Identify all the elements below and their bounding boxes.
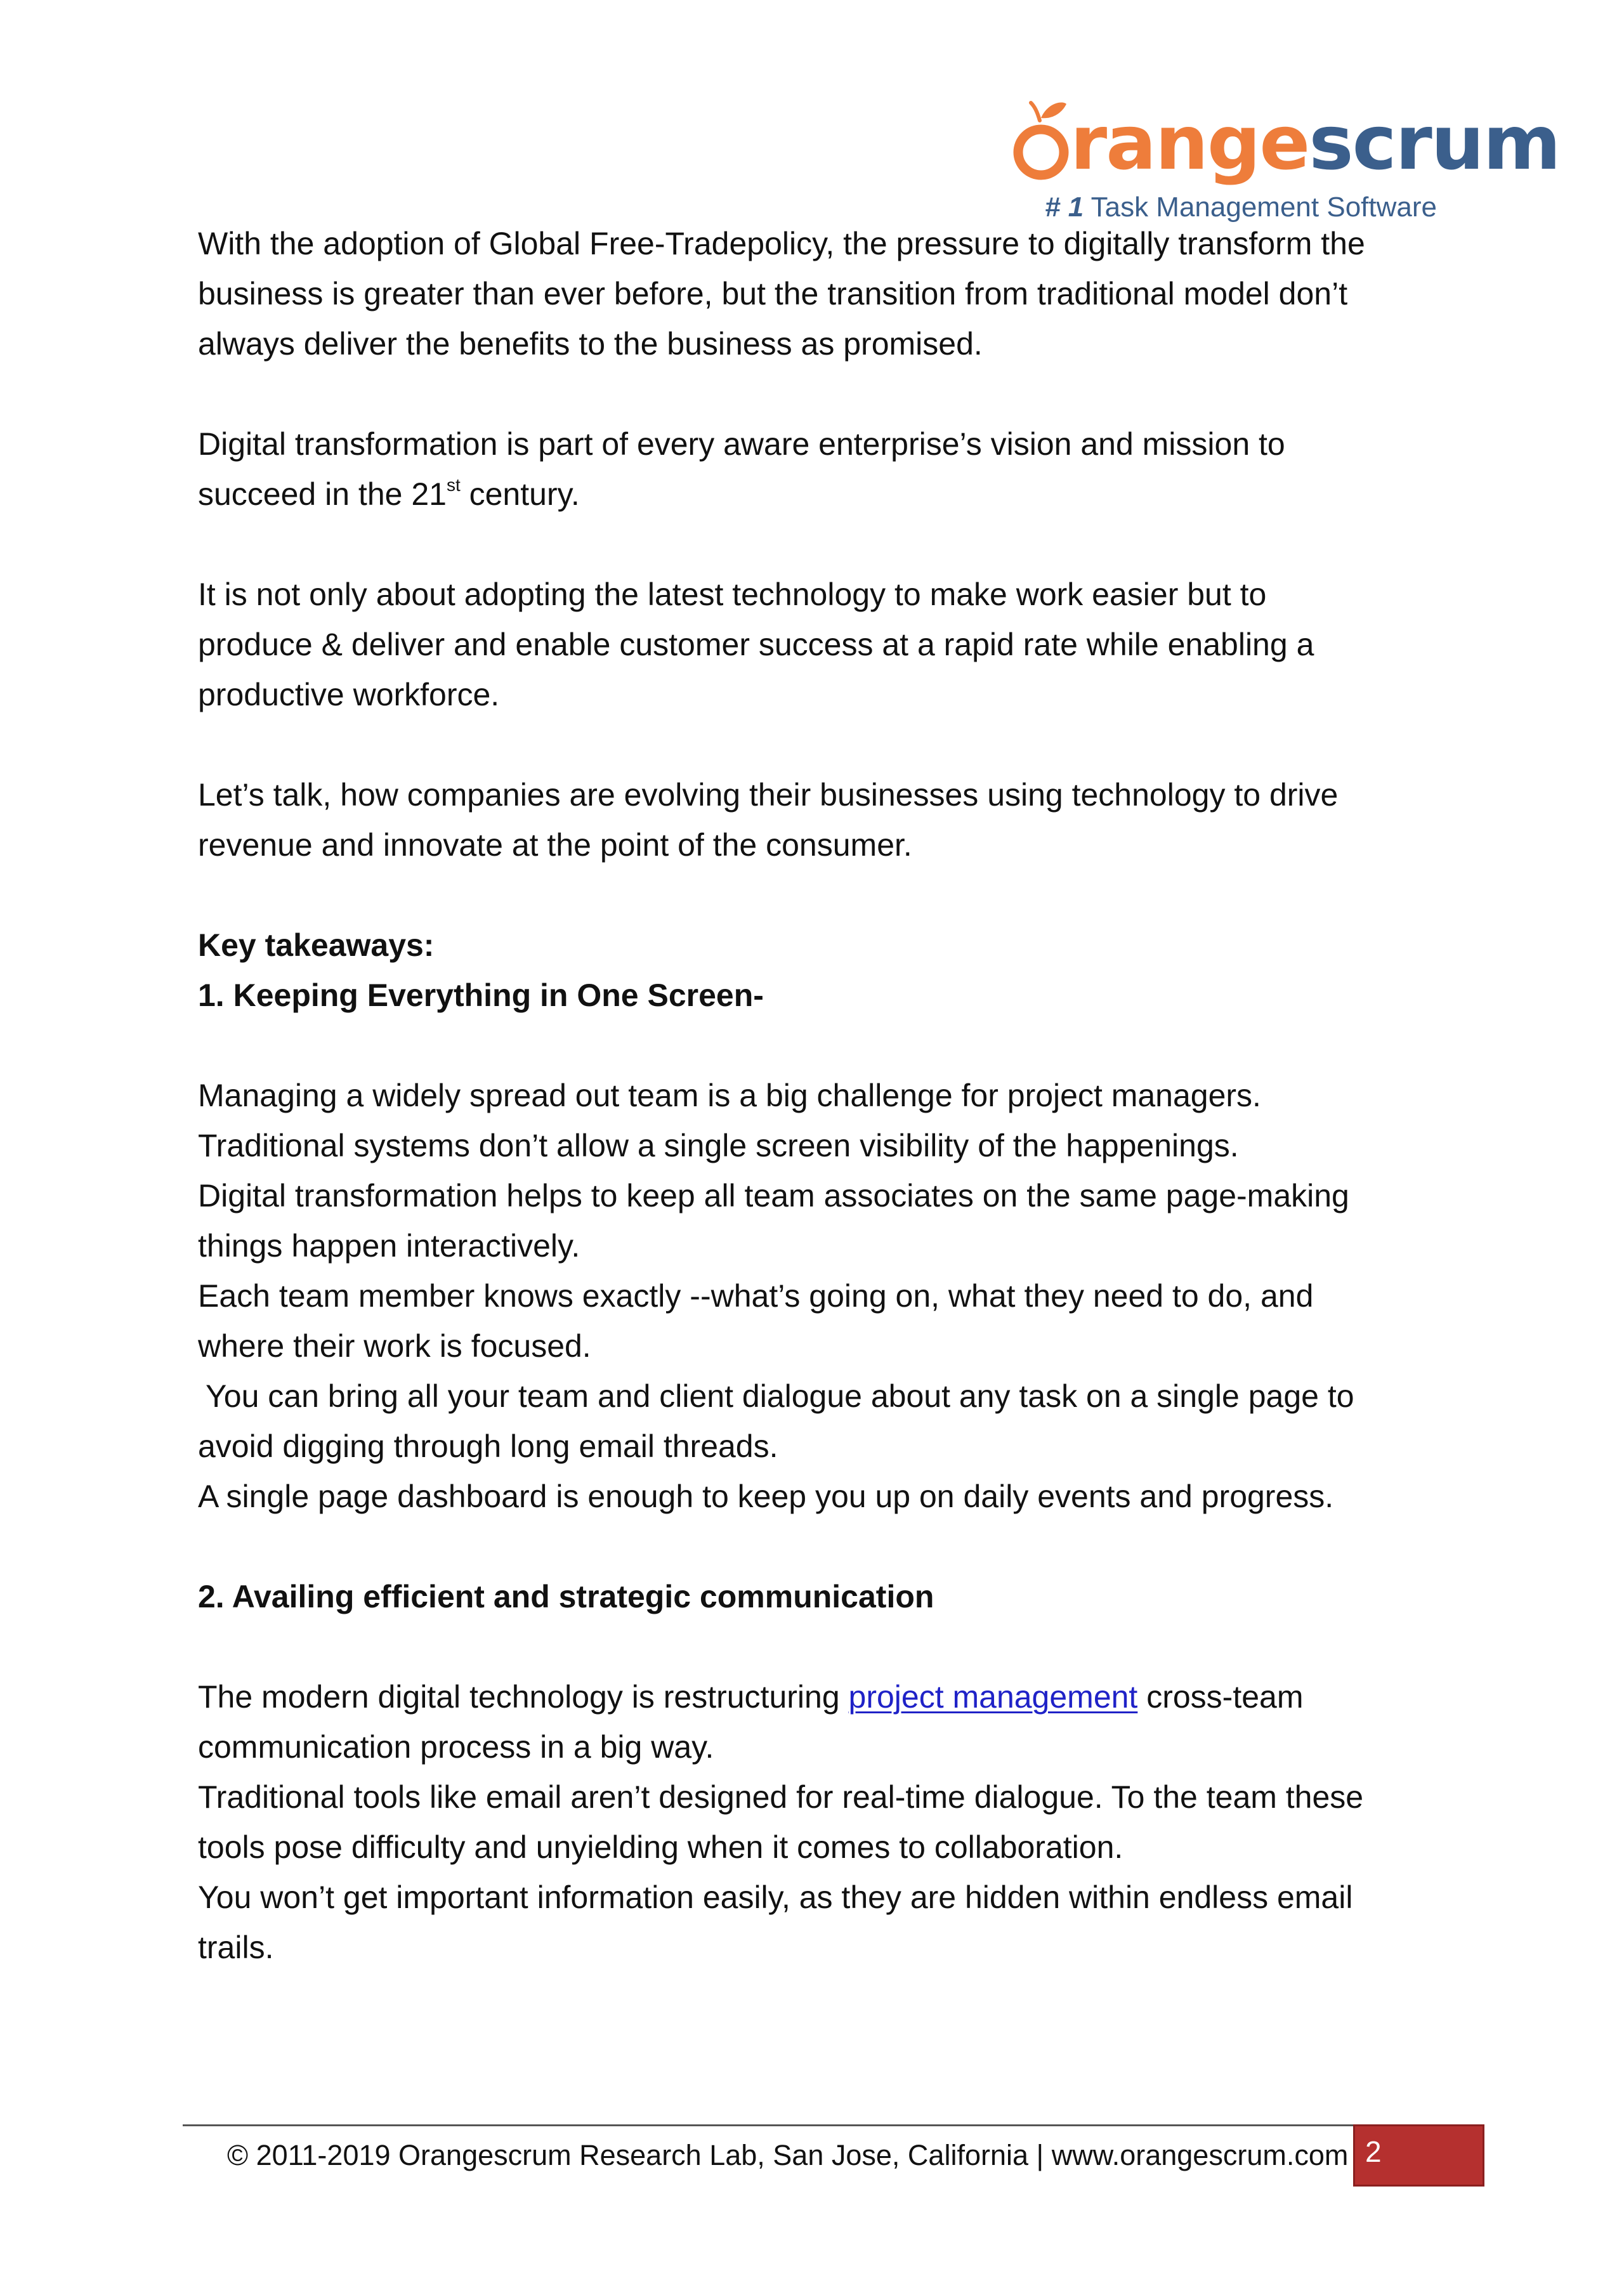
paragraph-line: Each team member knows exactly --what’s going on, what they need to do, and [198,1278,1314,1314]
project-management-link[interactable]: project management [848,1679,1138,1715]
logo-wordmark [1012,95,1560,190]
text-run: century. [460,476,580,512]
paragraph-line: productive workforce. [198,677,500,712]
superscript-st: st [446,475,461,495]
key-takeaways-heading: Key takeaways: [198,927,435,963]
paragraph-line: Managing a widely spread out team is a big challenge for project managers. [198,1078,1261,1113]
paragraph-line: business is greater than ever before, but the transition from traditional model don’t [198,276,1348,311]
paragraph-line: Digital transformation helps to keep all team associates on the same page-making [198,1178,1349,1213]
paragraph-line: where their work is focused. [198,1328,591,1364]
paragraph-gap [198,1622,1467,1672]
paragraph-gap [198,369,1467,419]
tagline-text: Task Management Software [1090,192,1437,223]
orange-fruit-icon [1012,95,1070,190]
paragraph-line: Traditional systems don’t allow a single screen visibility of the happenings. [198,1128,1239,1163]
paragraph-line: always deliver the benefits to the business as promised. [198,326,983,362]
tagline-rank: # 1 [1045,192,1084,223]
footer-copyright: © 2011-2019 Orangescrum Research Lab, San Jose, California | www.orangescrum.com [227,2139,1349,2171]
footer-divider [183,2124,1353,2126]
text-run: The modern digital technology is restructuring [198,1679,849,1715]
paragraph-gap [198,1522,1467,1572]
paragraph-line: avoid digging through long email threads. [198,1429,778,1464]
logo-word-blue: scrum [1309,99,1560,186]
paragraph-line: Let’s talk, how companies are evolving their businesses using technology to drive [198,777,1339,813]
logo-word-orange: range [1070,99,1309,186]
paragraph-line: things happen interactively. [198,1228,580,1264]
paragraph-gap [198,720,1467,770]
text-run: cross-team [1137,1679,1304,1715]
page-number-badge [1353,2124,1484,2187]
paragraph-line: tools pose difficulty and unyielding when it comes to collaboration. [198,1829,1123,1865]
section-2-heading: 2. Availing efficient and strategic communication [198,1579,934,1614]
text-run: succeed in the 21 [198,476,447,512]
paragraph-line: Traditional tools like email aren’t designed for real-time dialogue. To the team these [198,1779,1364,1815]
paragraph-gap [198,520,1467,570]
paragraph-line [198,1672,1467,1722]
paragraph-line: It is not only about adopting the latest technology to make work easier but to [198,577,1267,612]
paragraph-line: Digital transformation is part of every aware enterprise’s vision and mission to [198,426,1285,462]
paragraph-line: With the adoption of Global Free-Tradepolicy, the pressure to digitally transform the [198,226,1365,261]
page-number: 2 [1365,2135,1382,2168]
paragraph-line: You won’t get important information easily, as they are hidden within endless email [198,1880,1353,1915]
paragraph-line: A single page dashboard is enough to keep you up on daily events and progress. [198,1479,1334,1514]
section-1-heading: 1. Keeping Everything in One Screen- [198,978,764,1013]
paragraph-gap [198,1021,1467,1071]
paragraph-line: produce & deliver and enable customer success at a rapid rate while enabling a [198,627,1314,662]
paragraph-line [198,469,1467,520]
paragraph-gap [198,870,1467,920]
paragraph-line: communication process in a big way. [198,1729,714,1765]
orangescrum-logo [1012,95,1560,225]
paragraph-line: trails. [198,1930,274,1965]
document-body [198,219,1467,1973]
paragraph-line: revenue and innovate at the point of the consumer. [198,827,912,863]
paragraph-line: You can bring all your team and client dialogue about any task on a single page to [206,1378,1354,1414]
